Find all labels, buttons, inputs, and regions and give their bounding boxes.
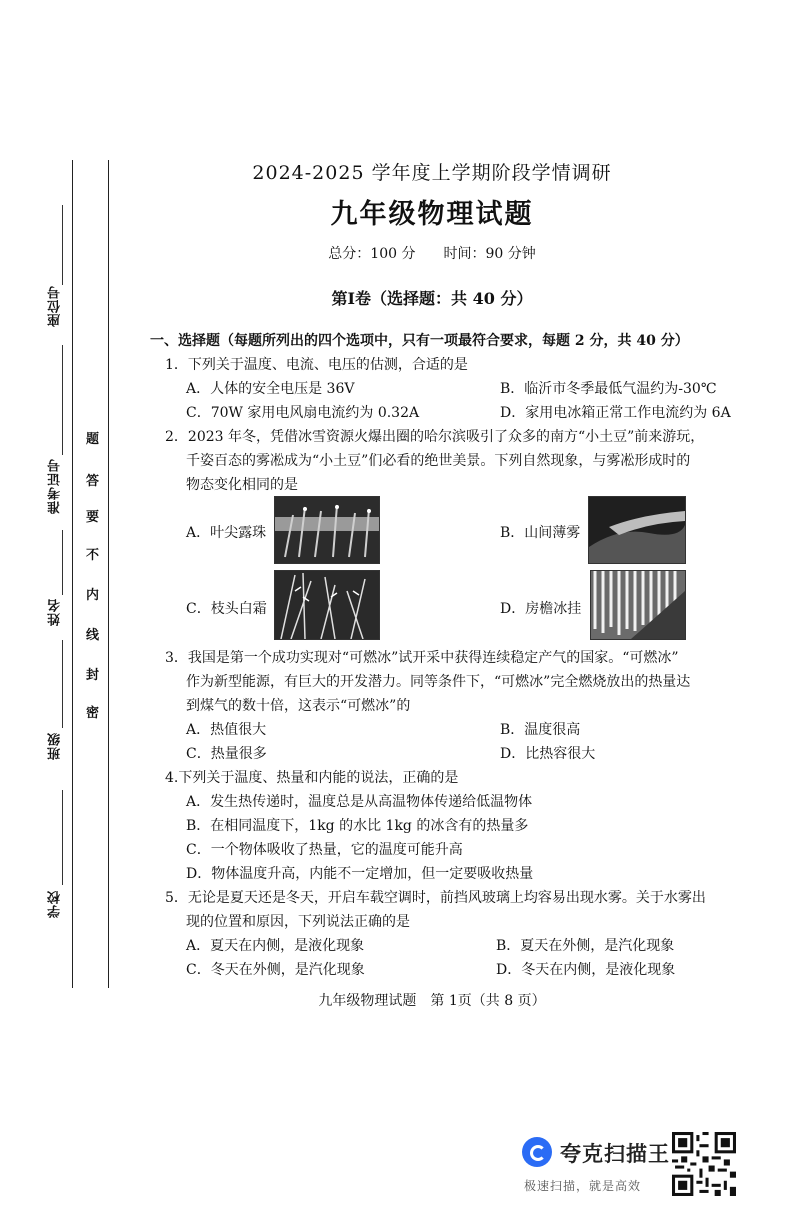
frost-photo [274, 570, 380, 640]
question-4-stem: 4.下列关于温度、热量和内能的说法，正确的是 [165, 770, 459, 786]
exam-no-blank [62, 345, 63, 455]
question-5-stem: 现的位置和原因，下列说法正确的是 [186, 914, 410, 930]
question-2-option-d: D．房檐冰挂 [500, 601, 582, 617]
question-3-stem: 作为新型能源，有巨大的开发潜力。同等条件下，“可燃冰”完全燃烧放出的热量达 [186, 674, 691, 690]
question-4-option-c: C．一个物体吸收了热量，它的温度可能升高 [186, 842, 463, 858]
seal-char: 不 [86, 548, 100, 563]
seal-char: 要 [86, 510, 100, 525]
question-5-option-c: C．冬天在外侧，是汽化现象 [186, 962, 365, 978]
scanner-logo-icon [522, 1137, 552, 1167]
volume-heading: 第Ⅰ卷（选择题：共 40 分） [331, 289, 533, 308]
question-2-option-b: B．山间薄雾 [500, 525, 581, 541]
exam-subtitle: 2024-2025 学年度上学期阶段学情调研 [252, 162, 612, 184]
question-3-option-c: C．热量很多 [186, 746, 267, 762]
exam-meta: 总分：100 分 时间：90 分钟 [328, 246, 536, 262]
name-label: 姓名 [48, 598, 63, 626]
seal-char: 密 [86, 706, 100, 721]
question-3-option-d: D．比热容很大 [500, 746, 596, 762]
page-footer: 九年级物理试题 第 1页（共 8 页） [318, 993, 546, 1009]
exam-no-label: 准考证号 [48, 458, 63, 514]
dew-photo [274, 496, 380, 564]
question-3-stem: 到煤气的数十倍，这表示“可燃冰”的 [186, 698, 411, 714]
question-2-stem: 2．2023 年冬，凭借冰雪资源火爆出圈的哈尔滨吸引了众多的南方“小土豆”前来游玩， [165, 429, 705, 445]
question-1-option-b: B．临沂市冬季最低气温约为-30℃ [500, 381, 717, 397]
seal-char: 封 [86, 668, 100, 683]
question-5-option-d: D．冬天在内侧，是液化现象 [496, 962, 676, 978]
seal-char: 题 [86, 432, 100, 447]
seal-char: 线 [86, 628, 100, 643]
seal-char: 内 [86, 588, 100, 603]
class-blank [62, 640, 63, 728]
question-3-stem: 3．我国是第一个成功实现对“可燃冰”试开采中获得连续稳定产气的国家。“可燃冰” [165, 650, 679, 666]
fog-photo [588, 496, 686, 564]
question-1-stem: 1．下列关于温度、电流、电压的估测，合适的是 [165, 357, 468, 373]
question-3-option-a: A．热值很大 [186, 722, 267, 738]
question-2-option-a: A．叶尖露珠 [186, 525, 267, 541]
question-1-option-a: A．人体的安全电压是 36V [186, 381, 355, 397]
question-4-option-d: D．物体温度升高，内能不一定增加，但一定要吸收热量 [186, 866, 534, 882]
name-blank [62, 530, 63, 595]
question-5-option-b: B．夏天在外侧，是汽化现象 [496, 938, 675, 954]
question-5-stem: 5．无论是夏天还是冬天，开启车载空调时，前挡风玻璃上均容易出现水雾。关于水雾出 [165, 890, 706, 906]
question-4-option-a: A．发生热传递时，温度总是从高温物体传递给低温物体 [186, 794, 533, 810]
class-label: 班级 [48, 732, 63, 760]
scanner-slogan: 极速扫描，就是高效 [524, 1179, 642, 1193]
question-4-option-b: B．在相同温度下，1kg 的水比 1kg 的冰含有的热量多 [186, 818, 529, 834]
qr-code-icon [672, 1132, 736, 1196]
question-3-option-b: B．温度很高 [500, 722, 581, 738]
seat-label: 座位号 [48, 285, 63, 327]
school-blank [62, 790, 63, 885]
binding-line-inner [108, 160, 109, 988]
question-1-option-d: D．家用电冰箱正常工作电流约为 6A [500, 405, 731, 421]
scanner-brand: 夸克扫描王 [560, 1142, 670, 1166]
question-1-option-c: C．70W 家用电风扇电流约为 0.32A [186, 405, 420, 421]
question-2-stem: 物态变化相同的是 [186, 477, 298, 493]
binding-line-outer [72, 160, 73, 988]
seal-char: 答 [86, 474, 100, 489]
question-2-option-c: C．枝头白霜 [186, 601, 267, 617]
exam-title: 九年级物理试题 [330, 199, 534, 230]
question-5-option-a: A．夏天在内侧，是液化现象 [186, 938, 365, 954]
icicle-photo [590, 570, 686, 640]
section-heading: 一、选择题（每题所列出的四个选项中，只有一项最符合要求，每题 2 分，共 40 分） [150, 333, 689, 349]
school-label: 学校 [48, 890, 63, 918]
question-2-stem: 千姿百态的雾凇成为“小土豆”们必看的绝世美景。下列自然现象，与雾凇形成时的 [186, 453, 691, 469]
